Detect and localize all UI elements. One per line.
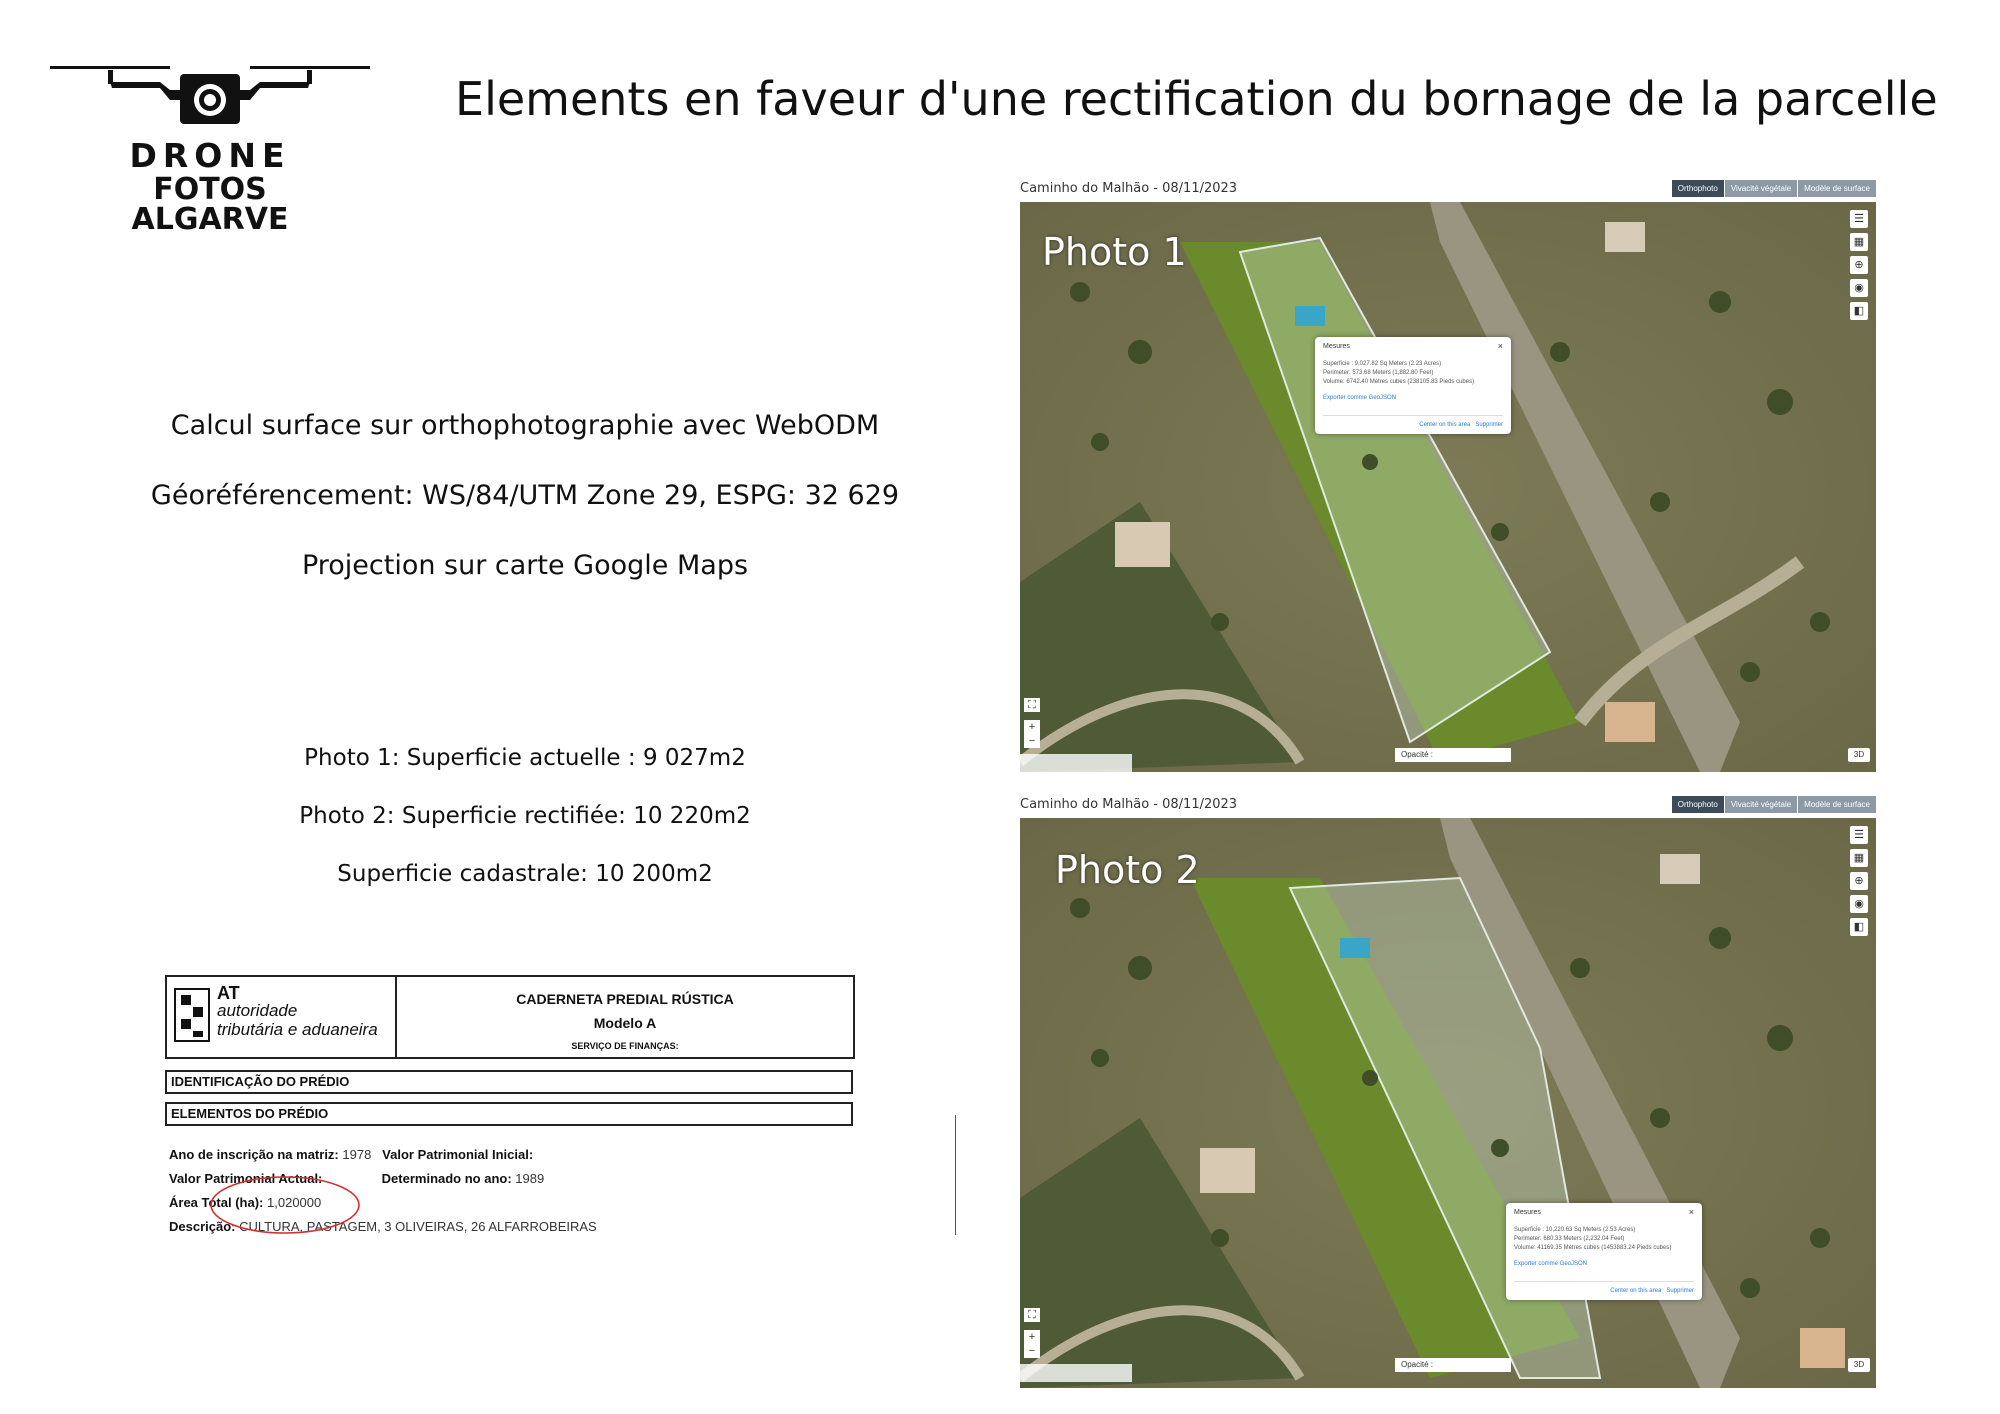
map-titlebar-2 — [1020, 794, 1876, 816]
caderneta-header — [165, 975, 855, 1059]
export-geojson-link-1[interactable]: Exporter comme GeoJSON — [1323, 395, 1397, 401]
section-identificacao: IDENTIFICAÇÃO DO PRÉDIO — [165, 1070, 853, 1094]
layers-icon[interactable]: ☰ — [1850, 826, 1868, 844]
scale-bar-2 — [1020, 1364, 1132, 1382]
logo-line-fotos: FOTOS — [153, 172, 267, 207]
3d-toggle-2[interactable]: 3D — [1848, 1358, 1870, 1372]
eye-icon[interactable]: ◉ — [1850, 279, 1868, 297]
caderneta-title: CADERNETA PREDIAL RÚSTICA — [516, 991, 734, 1007]
grid-icon[interactable]: ▦ — [1850, 233, 1868, 251]
info-georef: Géoréférencement: WS/84/UTM Zone 29, ESPG: 32 629 — [150, 480, 900, 511]
delete-link-2[interactable]: Supprimer — [1666, 1288, 1694, 1294]
tab-vivacite-2[interactable]: Vivacité végétale — [1725, 796, 1797, 813]
info-projection: Projection sur carte Google Maps — [301, 550, 749, 581]
caderneta-service: SERVIÇO DE FINANÇAS: — [571, 1041, 679, 1051]
fullscreen-icon[interactable]: ⛶ — [1024, 698, 1040, 712]
map-controls-1 — [1850, 210, 1868, 325]
red-circle-annotation — [205, 1170, 365, 1240]
drone-fotos-logo — [50, 60, 370, 240]
tab-orthophoto-2[interactable]: Orthophoto — [1672, 796, 1724, 813]
map-view-2[interactable] — [1020, 818, 1876, 1388]
zoom-controls-2[interactable]: + − — [1024, 1330, 1040, 1358]
grid-icon[interactable]: ▦ — [1850, 849, 1868, 867]
measures-popup-1 — [1315, 337, 1511, 434]
info-photo1-surface: Photo 1: Superficie actuelle : 9 027m2 — [304, 745, 746, 771]
layers-icon[interactable]: ☰ — [1850, 210, 1868, 228]
vertical-divider — [955, 1115, 956, 1235]
opacity-slider-1[interactable]: Opacité : — [1395, 748, 1511, 762]
ano-value: 1978 — [342, 1147, 372, 1162]
at-abbr: AT — [217, 983, 240, 1003]
aerial-image-2 — [1020, 818, 1876, 1388]
export-geojson-link-2[interactable]: Exporter comme GeoJSON — [1514, 1261, 1588, 1267]
close-icon[interactable]: × — [1688, 1207, 1694, 1217]
popup-title-1: Mesures — [1323, 343, 1350, 350]
popup-surface-2: Superficie : 10,220.63 Sq Meters (2.53 Acres) — [1514, 1227, 1636, 1233]
vpa-label: Valor Patrimonial Actual: — [169, 1171, 323, 1186]
fullscreen-icon[interactable]: ⛶ — [1024, 1308, 1040, 1322]
at-line1: autoridade — [217, 1001, 298, 1020]
tab-modele-1[interactable]: Modèle de surface — [1798, 180, 1876, 197]
vpi-label: Valor Patrimonial Inicial: — [382, 1147, 534, 1162]
scale-bar-1 — [1020, 754, 1132, 772]
popup-volume-2: Volume: 41169.35 Mètres cubes (1453883.24 Pieds cubes) — [1514, 1245, 1672, 1251]
desc-label: Descrição: — [169, 1219, 236, 1234]
add-icon[interactable]: ⊕ — [1850, 256, 1868, 274]
section-elementos: ELEMENTOS DO PRÉDIO — [165, 1102, 853, 1126]
popup-surface-1: Superficie : 9,027.82 Sq Meters (2.23 Acres) — [1323, 361, 1442, 367]
map-label-photo-1: Photo 1 — [1042, 230, 1187, 274]
measure-icon[interactable]: ◧ — [1850, 302, 1868, 320]
det-label: Determinado no ano: — [381, 1171, 512, 1186]
desc-value: CULTURA, PASTAGEM, 3 OLIVEIRAS, 26 ALFARROBEIRAS — [239, 1219, 597, 1234]
ano-label: Ano de inscrição na matriz: — [169, 1147, 339, 1162]
caderneta-document — [165, 975, 855, 1235]
map-view-1[interactable] — [1020, 202, 1876, 772]
page-title: Elements en faveur d'une rectification du bornage de la parcelle — [455, 72, 1938, 126]
opacity-slider-2[interactable]: Opacité : — [1395, 1358, 1511, 1372]
delete-link-1[interactable]: Supprimer — [1475, 422, 1503, 428]
logo-line-algarve: ALGARVE — [131, 202, 289, 237]
add-icon[interactable]: ⊕ — [1850, 872, 1868, 890]
area-label: Área Total (ha): — [169, 1195, 264, 1210]
popup-perimeter-1: Perimeter: 573.68 Meters (1,882.80 Feet) — [1323, 370, 1434, 376]
center-area-link-2[interactable]: Center on this area — [1610, 1288, 1662, 1294]
close-icon[interactable]: × — [1497, 341, 1503, 351]
tab-orthophoto-1[interactable]: Orthophoto — [1672, 180, 1724, 197]
det-value: 1989 — [515, 1171, 545, 1186]
measures-popup-2 — [1506, 1203, 1702, 1300]
info-photo2-surface: Photo 2: Superficie rectifiée: 10 220m2 — [299, 803, 751, 829]
map-title-1: Caminho do Malhão - 08/11/2023 — [1020, 181, 1238, 196]
map-controls-2 — [1850, 826, 1868, 941]
measure-icon[interactable]: ◧ — [1850, 918, 1868, 936]
info-cadastral-surface: Superficie cadastrale: 10 200m2 — [337, 861, 713, 887]
at-emblem-icon — [173, 985, 213, 1047]
logo-line-drone: DRONE — [129, 136, 291, 175]
ano-row — [169, 1147, 533, 1162]
popup-title-2: Mesures — [1514, 1209, 1541, 1216]
tab-vivacite-1[interactable]: Vivacité végétale — [1725, 180, 1797, 197]
map-label-photo-2: Photo 2 — [1055, 848, 1200, 892]
tab-modele-2[interactable]: Modèle de surface — [1798, 796, 1876, 813]
popup-volume-1: Volume: 6742.40 Mètres cubes (238105.83 Pieds cubes) — [1323, 379, 1475, 385]
at-line2: tributária e aduaneira — [217, 1020, 378, 1039]
zoom-controls-1[interactable]: + − — [1024, 720, 1040, 748]
info-webodm: Calcul surface sur orthophotographie avec WebODM — [170, 410, 880, 441]
map-titlebar-1 — [1020, 178, 1876, 200]
area-value: 1,020000 — [267, 1195, 322, 1210]
eye-icon[interactable]: ◉ — [1850, 895, 1868, 913]
center-area-link-1[interactable]: Center on this area — [1419, 422, 1471, 428]
popup-perimeter-2: Perimeter: 680.33 Meters (2,232.04 Feet) — [1514, 1236, 1625, 1242]
3d-toggle-1[interactable]: 3D — [1848, 748, 1870, 762]
map-title-2: Caminho do Malhão - 08/11/2023 — [1020, 797, 1238, 812]
caderneta-model: Modelo A — [593, 1015, 657, 1031]
aerial-image-1 — [1020, 202, 1876, 772]
